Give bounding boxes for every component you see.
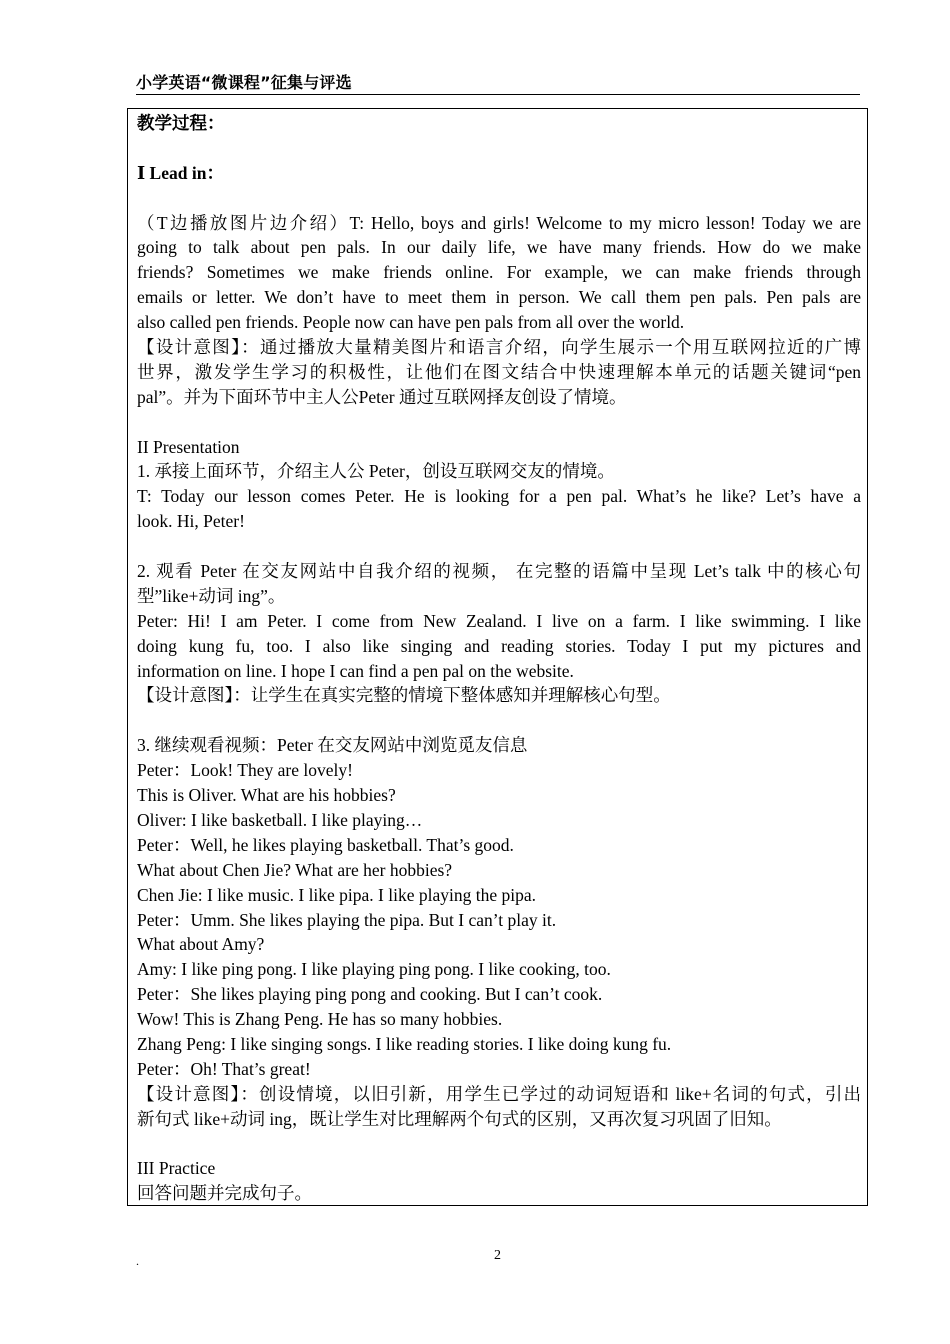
text-line: look. Hi, Peter!	[137, 511, 245, 532]
dialogue-line: Zhang Peng: I like singing songs. I like reading stories. I like doing kung fu.	[137, 1033, 672, 1054]
blank-line	[137, 1132, 861, 1157]
text-line: 1. 承接上面环节，介绍主人公 Peter，创设互联网交友的情境。	[137, 461, 615, 482]
text-line: emails or letter. We don’t have to meet them in person. We call them pen pals. Pen pals are	[137, 287, 861, 308]
blank-line	[137, 186, 861, 211]
text-line: going to talk about pen pals. In our daily life, we have many friends. How do we make	[137, 237, 861, 258]
text-line: doing kung fu, too. I also like singing and reading stories. Today I put my pictures and	[137, 635, 861, 656]
text-line: 回答问题并完成句子。	[137, 1183, 312, 1204]
text-line: friends? Sometimes we make friends online. For example, we can make friends through	[137, 262, 861, 283]
text-line: Peter: Hi! I am Peter. I come from New Zealand. I live on a farm. I like swimming. I like	[137, 610, 861, 631]
dialogue-line: Chen Jie: I like music. I like pipa. I like playing the pipa.	[137, 884, 537, 905]
header-title: 小学英语“微课程”征集与评选	[136, 73, 352, 92]
text-line: 3. 继续观看视频：Peter 在交友网站中浏览觅友信息	[137, 735, 528, 756]
section-heading: Ⅰ Lead in：	[137, 162, 224, 183]
dialogue-line: Amy: I like ping pong. I like playing ping pong. I like cooking, too.	[137, 959, 611, 980]
dialogue-line: Wow! This is Zhang Peng. He has so many hobbies.	[137, 1009, 503, 1030]
content-box	[127, 108, 868, 1206]
blank-line	[137, 410, 861, 435]
dialogue-line: Peter：Umm. She likes playing the pipa. But I can’t play it.	[137, 909, 557, 930]
text-line: also called pen friends. People now can have pen pals from all over the world.	[137, 312, 685, 333]
dialogue-line: This is Oliver. What are his hobbies?	[137, 785, 396, 806]
text-line: 2. 观看 Peter 在交友网站中自我介绍的视频， 在完整的语篇中呈现 Let’s talk 中的核心句	[137, 561, 861, 582]
text-line: （T边播放图片边介绍）T: Hello, boys and girls! Welcome to my micro lesson! Today we are	[137, 212, 861, 233]
design-intent-line: 【设计意图】：创设情境，以旧引新，用学生已学过的动词短语和 like+名词的句式，引出	[137, 1083, 861, 1104]
design-intent-line: 新句式 like+动词 ing，既让学生对比理解两个句式的区别，又再次复习巩固了旧知。	[137, 1108, 782, 1129]
body-text	[137, 111, 861, 1206]
blank-line	[137, 534, 861, 559]
section-heading: 教学过程：	[137, 113, 225, 133]
section-heading: II Presentation	[137, 436, 240, 457]
text-line: T: Today our lesson comes Peter. He is looking for a pen pal. What’s he like? Let’s have a	[137, 486, 861, 507]
design-intent-line: 世界，激发学生学习的积极性，让他们在图文结合中快速理解本单元的话题关键词“pen	[137, 361, 861, 382]
design-intent-line: pal”。并为下面环节中主人公Peter 通过互联网择友创设了情境。	[137, 386, 627, 407]
dialogue-line: What about Amy?	[137, 934, 265, 955]
dialogue-line: Peter：Well, he likes playing basketball. That’s good.	[137, 834, 514, 855]
section-heading: III Practice	[137, 1158, 216, 1179]
page-number: 2	[494, 1248, 501, 1263]
design-intent-line: 【设计意图】：让学生在真实完整的情境下整体感知并理解核心句型。	[137, 685, 671, 706]
dialogue-line: Peter：Oh! That’s great!	[137, 1058, 311, 1079]
text-line: information on line. I hope I can find a pen pal on the website.	[137, 660, 574, 681]
footer-dot: .	[136, 1254, 139, 1268]
blank-line	[137, 136, 861, 161]
page-header	[136, 66, 860, 95]
dialogue-line: What about Chen Jie? What are her hobbies?	[137, 859, 453, 880]
blank-line	[137, 708, 861, 733]
dialogue-line: Peter：Look! They are lovely!	[137, 760, 353, 781]
dialogue-line: Peter：She likes playing ping pong and cooking. But I can’t cook.	[137, 984, 603, 1005]
design-intent-line: 【设计意图】：通过播放大量精美图片和语言介绍，向学生展示一个用互联网拉近的广博	[137, 337, 861, 358]
text-line: 型”like+动词 ing”。	[137, 585, 286, 606]
dialogue-line: Oliver: I like basketball. I like playing…	[137, 809, 423, 830]
